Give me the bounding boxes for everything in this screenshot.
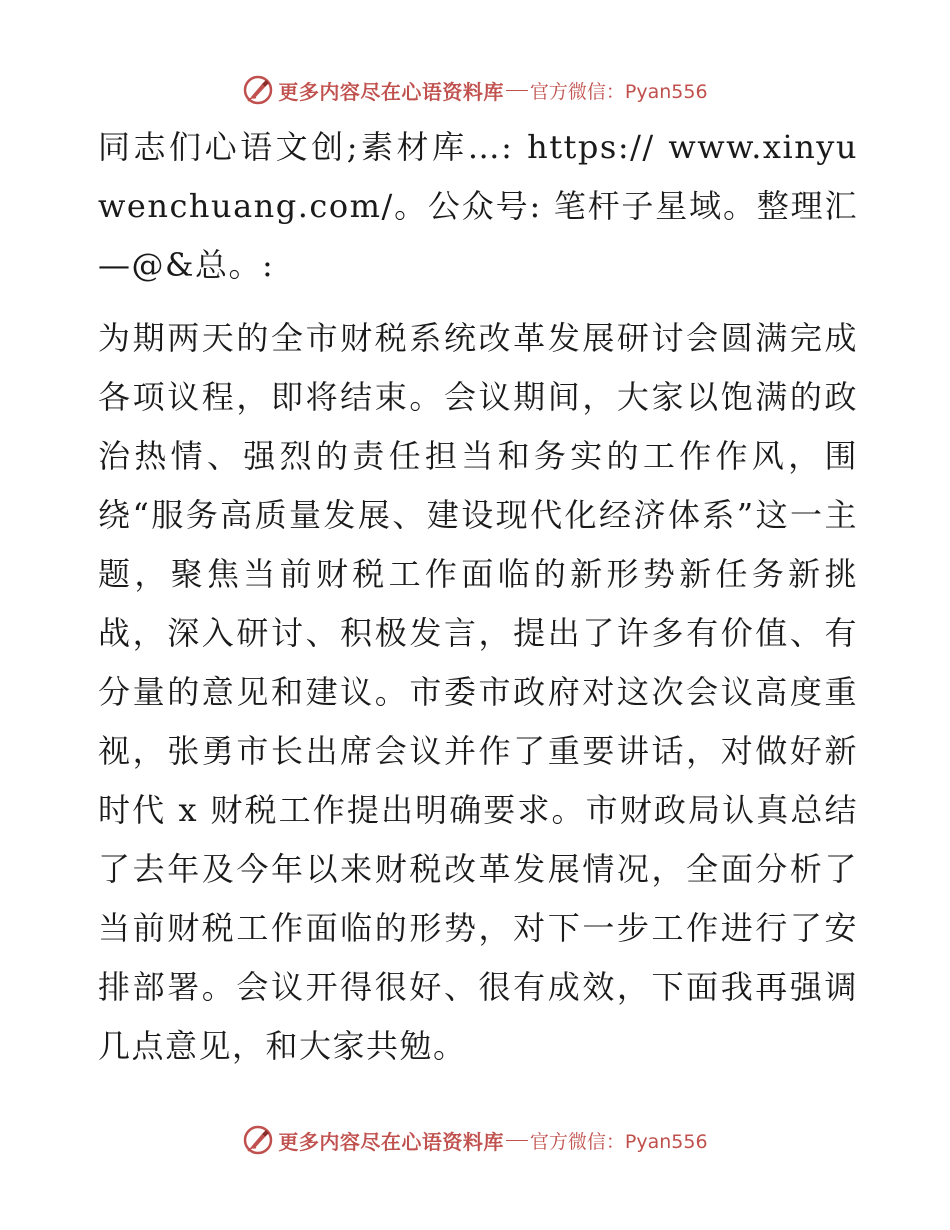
speech-paragraph: 为期两天的全市财税系统改革发展研讨会圆满完成各项议程，即将结束。会议期间，大家以饱满的政治热情、强烈的责任担当和务实的工作作风，围绕“服务高质量发展、建设现代化经济体系”这一主题，聚焦当前财税工作面临的新形势新任务新挑战，深入研讨、积极发言，提出了许多有价值、有分量的意见和建议。市委市政府对这次会议高度重视，张勇市长出席会议并作了重要讲话，对做好新时代 x 财税工作提出明确要求。市财政局认真总结了去年及今年以来财税改革发展情况，全面分析了当前财税工作面临的形势，对下一步工作进行了安排部署。会议开得很好、很有成效，下面我再强调几点意见，和大家共勉。 [98, 319, 858, 1065]
banner-title: 更多内容尽在心语资料库 [278, 79, 504, 104]
document-body [98, 118, 858, 1076]
banner-wechat: 官方微信：Pyan556 [529, 1130, 708, 1153]
pen-logo-icon [242, 74, 274, 106]
banner-dash [506, 90, 528, 91]
footer-banner [0, 1120, 950, 1160]
header-banner [0, 70, 950, 110]
banner-dash [506, 1140, 528, 1141]
pen-logo-icon [242, 1124, 274, 1156]
banner-wechat: 官方微信：Pyan556 [529, 80, 708, 103]
banner-title: 更多内容尽在心语资料库 [278, 1129, 504, 1154]
intro-paragraph: 同志们心语文创;素材库…: https:// www.xinyuwenchuang.com/。公众号: 笔杆子星域。整理汇—@&总。: [98, 128, 858, 284]
